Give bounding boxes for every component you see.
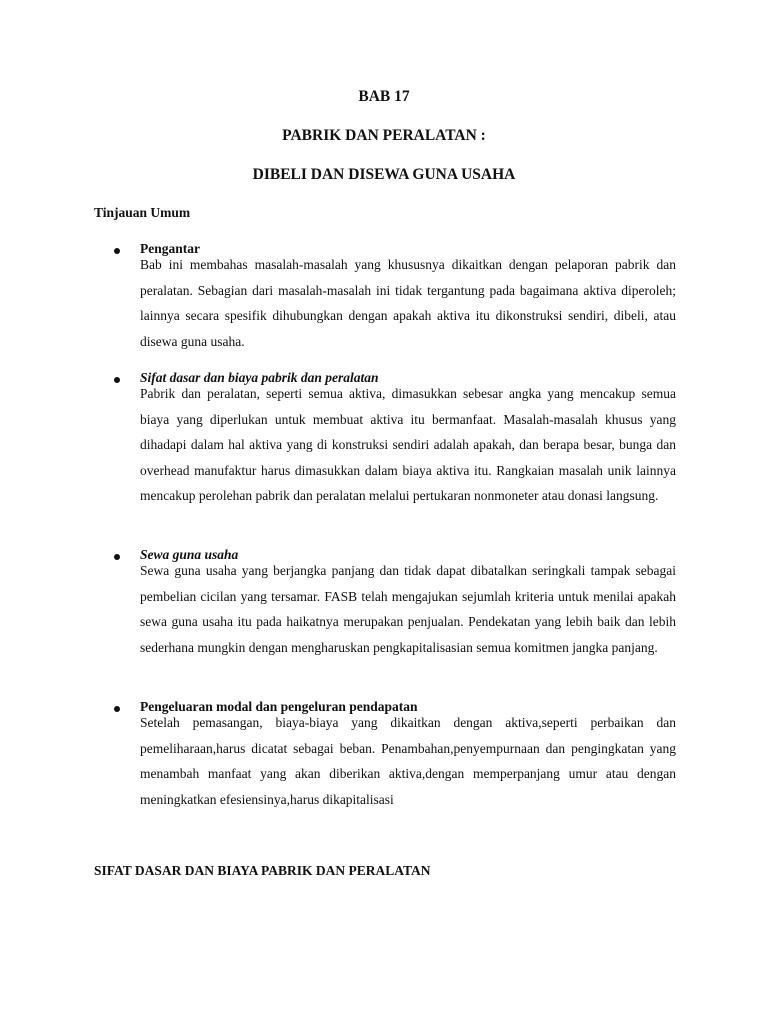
- list-item-sewa-guna-usaha: [94, 547, 676, 660]
- bullet-icon: [114, 554, 120, 560]
- title-line-1: PABRIK DAN PERALATAN :: [282, 127, 486, 144]
- item-title: Sifat dasar dan biaya pabrik dan peralatan: [140, 370, 379, 385]
- item-body: Setelah pemasangan, biaya-biaya yang dikaitkan dengan aktiva,seperti perbaikan dan pemeliharaan,harus dicatat sebagai beban. Penambahan,penyempurnaan dan pengingkatan yang menambah manfaat yang akan diberikan aktiva,dengan memperpanjang umur atau dengan meningkatkan efesiensinya,harus dikapitalisasi: [140, 715, 676, 807]
- list-item-sifat-dasar: [94, 370, 676, 509]
- list-item-pengantar: [94, 241, 676, 354]
- item-body: Pabrik dan peralatan, seperti semua aktiva, dimasukkan sebesar angka yang mencakup semua biaya yang diperlukan untuk membuat aktiva itu bermanfaat. Masalah-masalah khusus yang dihadapi dalam hal aktiva yang di konstruksi sendiri adalah apakah, dan berapa besar, bunga dan overhead manufaktur harus dimasukkan dalam biaya aktiva itu. Rangkaian masalah unik lainnya mencakup perolehan pabrik dan peralatan melalui pertukaran nonmoneter atau donasi langsung.: [140, 386, 676, 503]
- item-body: Sewa guna usaha yang berjangka panjang dan tidak dapat dibatalkan seringkali tampak sebagai pembelian cicilan yang tersamar. FASB telah mengajukan sejumlah kriteria untuk menilai apakah sewa guna usaha itu pada haikatnya merupakan penjualan. Pendekatan yang lebih baik dan lebih sederhana mungkin dengan mengharuskan pengkapitalisasian semua komitmen jangka panjang.: [140, 563, 676, 655]
- bullet-icon: [114, 377, 120, 383]
- overview-heading: Tinjauan Umum: [94, 205, 191, 220]
- bullet-icon: [114, 706, 120, 712]
- title-line-2: DIBELI DAN DISEWA GUNA USAHA: [252, 166, 516, 183]
- item-title: Pengantar: [140, 241, 200, 256]
- list-item-pengeluaran-modal: [94, 699, 676, 812]
- item-title: Sewa guna usaha: [140, 547, 239, 562]
- bullet-icon: [114, 248, 120, 254]
- item-title: Pengeluaran modal dan pengeluran pendapatan: [140, 699, 418, 714]
- item-body: Bab ini membahas masalah-masalah yang khususnya dikaitkan dengan pelaporan pabrik dan peralatan. Sebagian dari masalah-masalah ini tidak tergantung pada bagaimana aktiva diperoleh; lainnya secara spesifik dihubungkan dengan apakah aktiva itu dikonstruksi sendiri, dibeli, atau disewa guna usaha.: [140, 257, 676, 349]
- chapter-heading: BAB 17: [358, 88, 410, 105]
- section-heading: SIFAT DASAR DAN BIAYA PABRIK DAN PERALATAN: [94, 863, 431, 878]
